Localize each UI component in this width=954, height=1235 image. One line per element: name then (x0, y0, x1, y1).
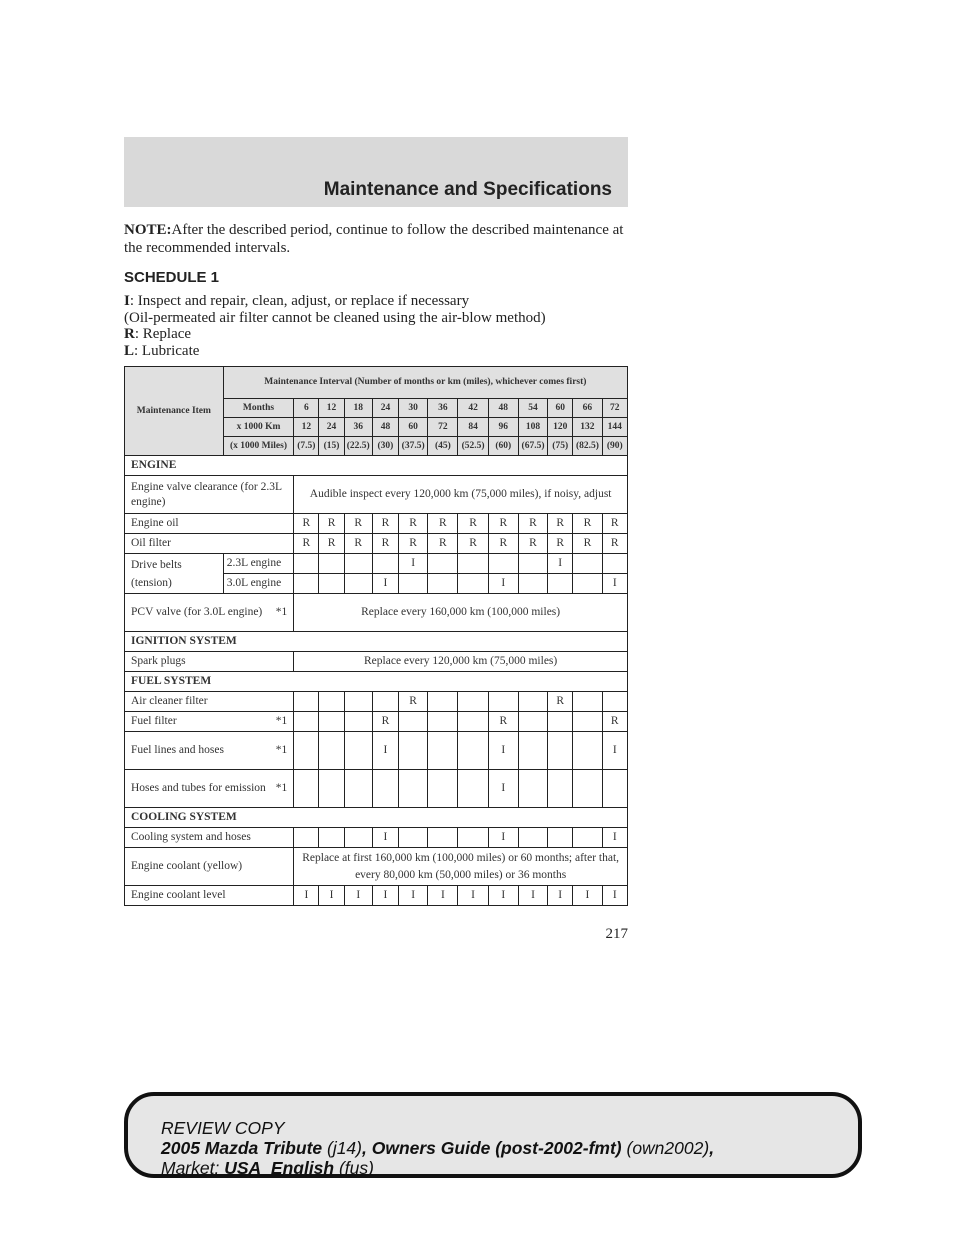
interval-cell: R (372, 534, 398, 554)
note-text: After the described period, continue to follow the described maintenance at the recommended intervals. (124, 222, 624, 256)
interval-cell: I (488, 886, 518, 906)
interval-cell (458, 828, 488, 848)
months-row-value: 54 (518, 399, 547, 418)
interval-cell (399, 732, 428, 770)
review-line3 (161, 1158, 714, 1178)
interval-cell: R (518, 534, 547, 554)
miles-row-value: (52.5) (458, 437, 488, 456)
interval-cell: R (294, 514, 319, 534)
item-label: Engine valve clearance (for 2.3L engine) (125, 476, 294, 514)
interval-cell: I (294, 886, 319, 906)
interval-cell: I (372, 828, 398, 848)
interval-cell (428, 554, 458, 574)
interval-cell: R (399, 692, 428, 712)
interval-cell (488, 692, 518, 712)
interval-cell: R (399, 534, 428, 554)
interval-cell: R (428, 534, 458, 554)
interval-cell (573, 692, 602, 712)
interval-cell: R (602, 514, 627, 534)
interval-cell: R (518, 514, 547, 534)
interval-cell (573, 712, 602, 732)
legend-i-text: : Inspect and repair, clean, adjust, or replace if necessary (129, 293, 470, 309)
interval-cell: R (488, 534, 518, 554)
sub-label: 2.3L engine (223, 554, 294, 574)
interval-cell: I (602, 732, 627, 770)
table-row (125, 554, 628, 574)
interval-cell: R (372, 712, 398, 732)
legend-inspect-note: (Oil-permeated air filter cannot be cleaned using the air-blow method) (124, 309, 546, 326)
legend-l-code: L (124, 342, 135, 359)
interval-cell (428, 770, 458, 808)
interval-cell (573, 574, 602, 594)
item-label-wrap (131, 605, 293, 620)
interval-cell (518, 554, 547, 574)
months-row-value: 30 (399, 399, 428, 418)
item-label (125, 712, 294, 732)
months-row-value: 48 (488, 399, 518, 418)
interval-cell (344, 554, 372, 574)
table-row (125, 476, 628, 514)
interval-cell (344, 692, 372, 712)
interval-cell (518, 770, 547, 808)
table-row (125, 848, 628, 886)
interval-cell: R (458, 514, 488, 534)
section-heading: COOLING SYSTEM (125, 808, 628, 828)
interval-cell (294, 692, 319, 712)
maintenance-schedule-table (124, 366, 628, 906)
interval-cell: I (488, 770, 518, 808)
interval-cell (344, 712, 372, 732)
interval-cell (602, 770, 627, 808)
km-row-value: 84 (458, 418, 488, 437)
interval-cell (428, 692, 458, 712)
interval-cell (458, 712, 488, 732)
review-title: 2005 Mazda Tribute (161, 1138, 323, 1158)
miles-row-value: (15) (319, 437, 344, 456)
interval-cell (428, 712, 458, 732)
legend (124, 293, 628, 359)
km-row-value: 120 (548, 418, 573, 437)
interval-cell: R (319, 514, 344, 534)
months-row-value: 36 (428, 399, 458, 418)
interval-cell (602, 692, 627, 712)
interval-cell (344, 574, 372, 594)
table-row (125, 828, 628, 848)
review-market-code: (fus) (334, 1158, 374, 1178)
interval-cell: R (294, 534, 319, 554)
interval-cell: R (488, 514, 518, 534)
table-row (125, 886, 628, 906)
interval-cell (319, 574, 344, 594)
item-label: Spark plugs (125, 652, 294, 672)
months-row-value: 6 (294, 399, 319, 418)
months-row-value: 60 (548, 399, 573, 418)
section-heading: IGNITION SYSTEM (125, 632, 628, 652)
interval-cell (458, 770, 488, 808)
km-row-label: x 1000 Km (223, 418, 294, 437)
section-engine (125, 456, 628, 476)
interval-cell: R (573, 534, 602, 554)
table-row (125, 514, 628, 534)
note-label: NOTE: (124, 222, 172, 238)
miles-row-value: (22.5) (344, 437, 372, 456)
interval-cell (548, 732, 573, 770)
months-row-label: Months (223, 399, 294, 418)
item-label-wrap (131, 714, 293, 729)
interval-cell (372, 554, 398, 574)
km-row-value: 72 (428, 418, 458, 437)
interval-cell (294, 770, 319, 808)
item-label: Engine oil (125, 514, 294, 534)
interval-cell: I (372, 574, 398, 594)
item-label: Oil filter (125, 534, 294, 554)
interval-cell (399, 574, 428, 594)
interval-cell (548, 770, 573, 808)
interval-cell: R (399, 514, 428, 534)
km-row-value: 48 (372, 418, 398, 437)
interval-cell (399, 828, 428, 848)
item-header: Maintenance Item (125, 367, 224, 456)
section-cooling (125, 808, 628, 828)
interval-cell (548, 712, 573, 732)
interval-cell (344, 770, 372, 808)
header-row (125, 367, 628, 399)
page-title: Maintenance and Specifications (323, 179, 612, 200)
miles-row-value: (37.5) (399, 437, 428, 456)
review-code: (j14) (322, 1138, 362, 1158)
interval-cell (294, 554, 319, 574)
interval-cell (294, 828, 319, 848)
interval-cell: I (344, 886, 372, 906)
interval-cell (518, 712, 547, 732)
months-row-value: 72 (602, 399, 627, 418)
interval-cell: I (372, 886, 398, 906)
interval-cell: R (602, 712, 627, 732)
interval-header: Maintenance Interval (Number of months or km (miles), whichever comes first) (223, 367, 627, 399)
months-row-value: 66 (573, 399, 602, 418)
interval-cell: R (458, 534, 488, 554)
interval-cell (548, 574, 573, 594)
footnote-mark: *1 (275, 782, 288, 794)
interval-cell: I (602, 886, 627, 906)
miles-row-value: (60) (488, 437, 518, 456)
interval-cell: I (488, 732, 518, 770)
review-comma: , (709, 1138, 715, 1158)
interval-cell (319, 712, 344, 732)
schedule-heading: SCHEDULE 1 (124, 269, 220, 286)
km-row-value: 24 (319, 418, 344, 437)
legend-r-text: : Replace (134, 326, 192, 342)
legend-replace (124, 326, 628, 343)
interval-cell (428, 574, 458, 594)
table-row (125, 712, 628, 732)
km-row-value: 96 (488, 418, 518, 437)
span-note: Replace at first 160,000 km (100,000 miles) or 60 months; after that, every 80,000 km (50,000 miles) or 36 months (294, 848, 628, 886)
interval-cell (372, 692, 398, 712)
legend-lubricate (124, 343, 628, 360)
legend-r-code: R (124, 326, 135, 342)
interval-cell (428, 732, 458, 770)
interval-cell (458, 574, 488, 594)
interval-cell (319, 554, 344, 574)
miles-row-value: (75) (548, 437, 573, 456)
interval-cell (319, 692, 344, 712)
sub-label: 3.0L engine (223, 574, 294, 594)
item-text: Fuel filter (131, 715, 177, 727)
interval-cell: I (573, 886, 602, 906)
interval-cell (458, 692, 488, 712)
review-guide-code: (own2002) (621, 1138, 710, 1158)
interval-cell: R (548, 514, 573, 534)
interval-cell: I (602, 828, 627, 848)
item-label: Engine coolant level (125, 886, 294, 906)
interval-cell (518, 732, 547, 770)
table-row (125, 652, 628, 672)
interval-cell: I (319, 886, 344, 906)
interval-cell (518, 574, 547, 594)
item-label: Air cleaner filter (125, 692, 294, 712)
table-row (125, 732, 628, 770)
table-row (125, 770, 628, 808)
legend-l-text: : Lubricate (134, 342, 200, 359)
review-guide: , Owners Guide (post-2002-fmt) (362, 1138, 622, 1158)
interval-cell: I (399, 886, 428, 906)
interval-cell (518, 692, 547, 712)
interval-cell (294, 574, 319, 594)
interval-cell (573, 828, 602, 848)
item-label: Engine coolant (yellow) (125, 848, 294, 886)
review-copy-text (161, 1118, 714, 1178)
miles-row-value: (7.5) (294, 437, 319, 456)
interval-cell: I (548, 886, 573, 906)
km-row-value: 144 (602, 418, 627, 437)
interval-cell: R (548, 534, 573, 554)
interval-cell (294, 712, 319, 732)
review-market: USA_English (224, 1158, 335, 1178)
km-row-value: 108 (518, 418, 547, 437)
legend-i-code: I (124, 293, 130, 309)
interval-cell (488, 554, 518, 574)
months-row-value: 12 (319, 399, 344, 418)
interval-cell: I (372, 732, 398, 770)
interval-cell: I (488, 828, 518, 848)
interval-cell (344, 828, 372, 848)
table-row (125, 534, 628, 554)
interval-cell: I (428, 886, 458, 906)
interval-cell: I (548, 554, 573, 574)
interval-cell: I (488, 574, 518, 594)
miles-row-value: (30) (372, 437, 398, 456)
interval-cell (573, 554, 602, 574)
months-row-value: 42 (458, 399, 488, 418)
interval-cell (372, 770, 398, 808)
miles-row-label: (x 1000 Miles) (223, 437, 294, 456)
km-row-value: 132 (573, 418, 602, 437)
interval-cell: R (488, 712, 518, 732)
page-number: 217 (605, 926, 628, 942)
section-heading: ENGINE (125, 456, 628, 476)
span-note: Replace every 120,000 km (75,000 miles) (294, 652, 628, 672)
footnote-mark: *1 (275, 715, 288, 727)
interval-cell: R (372, 514, 398, 534)
interval-cell: R (428, 514, 458, 534)
item-label: Drive belts (tension) (125, 554, 224, 594)
item-label-wrap (131, 781, 293, 796)
legend-inspect (124, 293, 628, 310)
miles-row-value: (45) (428, 437, 458, 456)
item-text: Hoses and tubes for emission (131, 782, 266, 794)
interval-cell (399, 770, 428, 808)
interval-cell: I (458, 886, 488, 906)
interval-cell (573, 732, 602, 770)
table-row (125, 692, 628, 712)
interval-cell (319, 828, 344, 848)
interval-cell (294, 732, 319, 770)
miles-row-value: (82.5) (573, 437, 602, 456)
interval-cell (548, 828, 573, 848)
review-line1: REVIEW COPY (161, 1118, 285, 1138)
interval-cell: I (518, 886, 547, 906)
span-note: Replace every 160,000 km (100,000 miles) (294, 594, 628, 632)
interval-cell (458, 732, 488, 770)
interval-cell: I (602, 574, 627, 594)
interval-cell: R (319, 534, 344, 554)
footnote-mark: *1 (275, 744, 288, 756)
header-band (124, 137, 628, 207)
km-row-value: 60 (399, 418, 428, 437)
km-row-value: 12 (294, 418, 319, 437)
item-label (125, 732, 294, 770)
interval-cell (344, 732, 372, 770)
span-note: Audible inspect every 120,000 km (75,000 miles), if noisy, adjust (294, 476, 628, 514)
interval-cell: R (344, 534, 372, 554)
table-row (125, 594, 628, 632)
interval-cell: R (602, 534, 627, 554)
interval-cell: I (399, 554, 428, 574)
months-row-value: 24 (372, 399, 398, 418)
interval-cell (458, 554, 488, 574)
interval-cell: R (344, 514, 372, 534)
miles-row-value: (67.5) (518, 437, 547, 456)
interval-cell: R (573, 514, 602, 534)
miles-row-value: (90) (602, 437, 627, 456)
interval-cell (428, 828, 458, 848)
interval-cell (319, 770, 344, 808)
section-fuel (125, 672, 628, 692)
item-text: PCV valve (for 3.0L engine) (131, 606, 263, 618)
interval-cell (518, 828, 547, 848)
footnote-mark: *1 (275, 606, 288, 618)
section-heading: FUEL SYSTEM (125, 672, 628, 692)
interval-cell (399, 712, 428, 732)
interval-cell (319, 732, 344, 770)
item-label-wrap (131, 743, 293, 758)
interval-cell (602, 554, 627, 574)
item-text: Fuel lines and hoses (131, 744, 224, 756)
km-row-value: 36 (344, 418, 372, 437)
item-label (125, 594, 294, 632)
review-market-label: Market: (161, 1158, 225, 1178)
section-ignition (125, 632, 628, 652)
item-label (125, 770, 294, 808)
interval-cell (573, 770, 602, 808)
item-label: Cooling system and hoses (125, 828, 294, 848)
note-paragraph (124, 221, 628, 257)
months-row-value: 18 (344, 399, 372, 418)
review-line2 (161, 1138, 714, 1158)
interval-cell: R (548, 692, 573, 712)
